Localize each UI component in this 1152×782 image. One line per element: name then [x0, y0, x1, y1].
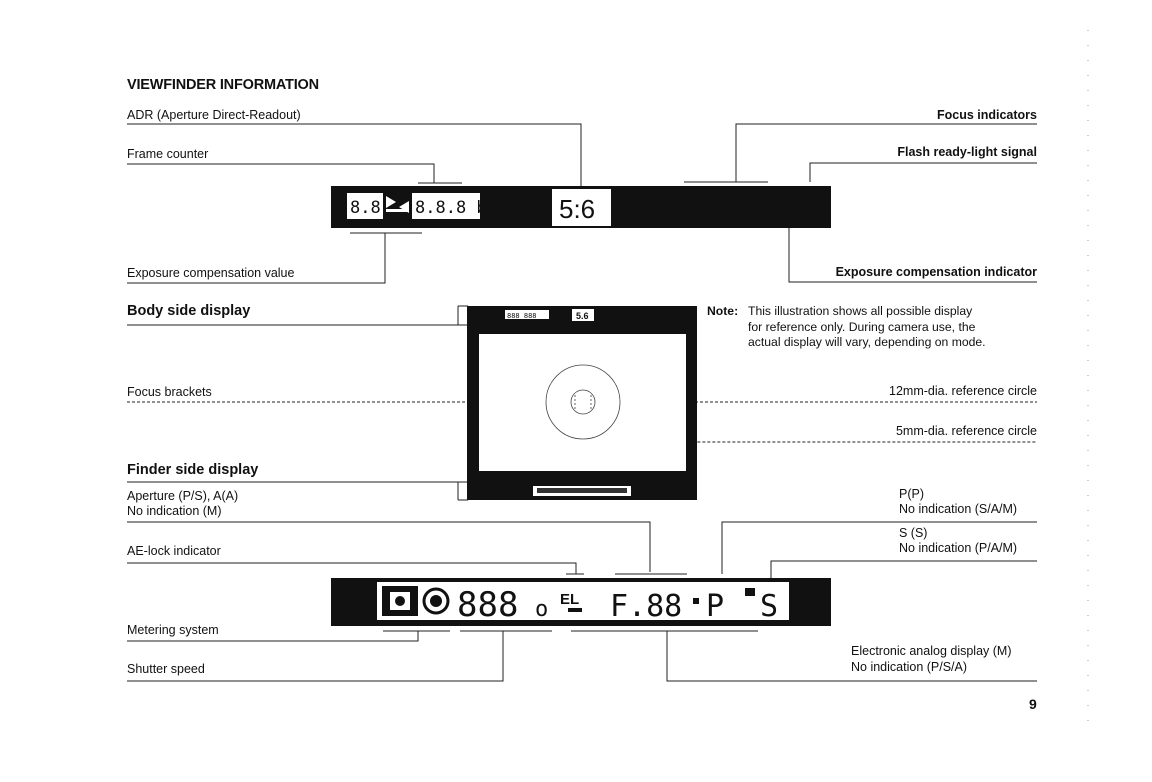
- mini-display-left: 888 888: [507, 312, 537, 320]
- shutter-speed-digits: 888: [457, 585, 519, 625]
- label-adr: ADR (Aperture Direct-Readout): [127, 108, 301, 122]
- label-aperture-line1: Aperture (P/S), A(A): [127, 489, 239, 503]
- bottom-display: [331, 578, 831, 626]
- leader-ss: [771, 561, 1037, 578]
- label-ss-line1: S (S): [899, 526, 928, 540]
- leader-body-side: [127, 303, 458, 325]
- heading-finder-side-display: Finder side display: [127, 462, 259, 478]
- label-focus-brackets: Focus brackets: [127, 385, 212, 399]
- aperture-digits: F.88: [610, 589, 683, 624]
- label-ref-circle-5: 5mm-dia. reference circle: [895, 424, 1037, 438]
- label-metering-system: Metering system: [127, 623, 219, 637]
- page-title: VIEWFINDER INFORMATION: [127, 77, 319, 93]
- note-line2: for reference only. During camera use, the: [748, 319, 976, 334]
- mode-s-indicator: S: [760, 589, 779, 624]
- leader-shutter: [127, 631, 503, 681]
- leader-adr: [127, 124, 581, 186]
- tick-finder-side: [458, 482, 468, 500]
- leader-flash-ready: [810, 163, 1037, 182]
- top-frame-digits: 8.8.8 b: [415, 198, 487, 218]
- label-shutter-speed: Shutter speed: [127, 662, 205, 676]
- label-pp-line2: No indication (S/A/M): [899, 502, 1018, 516]
- label-exposure-comp-indicator: Exposure compensation indicator: [835, 265, 1037, 279]
- leader-analog: [667, 631, 1037, 681]
- ae-lock-indicator: EL: [560, 591, 580, 608]
- leader-ae-lock: [127, 563, 576, 574]
- heading-body-side-display: Body side display: [127, 303, 251, 319]
- top-adr-value: 5:6: [559, 194, 596, 224]
- leader-aperture: [127, 522, 650, 572]
- page-number: 9: [1029, 696, 1037, 712]
- label-pp-line1: P(P): [899, 487, 924, 501]
- mode-p-indicator: P: [706, 589, 725, 624]
- label-focus-indicators: Focus indicators: [936, 108, 1037, 122]
- viewfinder-frame: [467, 306, 697, 500]
- leader-metering: [127, 631, 418, 641]
- label-ss-line2: No indication (P/A/M): [899, 541, 1018, 555]
- leader-pp: [722, 522, 1037, 574]
- leader-finder-side: [127, 482, 458, 500]
- leader-exposure-comp-indicator: [789, 228, 1037, 282]
- note-prefix: Note:: [707, 304, 739, 318]
- leader-frame-counter: [127, 164, 434, 183]
- label-flash-ready: Flash ready-light signal: [897, 145, 1037, 159]
- note-line3: actual display will vary, depending on mode.: [748, 335, 986, 349]
- label-analog-line2: No indication (P/S/A): [851, 660, 968, 674]
- mini-display-adr: 5.6: [576, 311, 589, 321]
- label-exposure-comp-value: Exposure compensation value: [127, 266, 295, 280]
- shutter-small-digit: o: [535, 597, 549, 622]
- label-analog-line1: Electronic analog display (M): [851, 644, 1012, 658]
- label-ae-lock: AE-lock indicator: [127, 544, 221, 558]
- label-ref-circle-12: 12mm-dia. reference circle: [889, 384, 1037, 398]
- leader-exposure-comp-value: [127, 233, 385, 283]
- leader-focus-indicators: [736, 124, 1037, 182]
- note-line1: This illustration shows all possible display: [748, 304, 973, 318]
- label-aperture-line2: No indication (M): [127, 504, 222, 518]
- top-display: [331, 186, 831, 228]
- label-frame-counter: Frame counter: [127, 147, 209, 161]
- top-exp-comp-digits: 8.8: [350, 198, 381, 218]
